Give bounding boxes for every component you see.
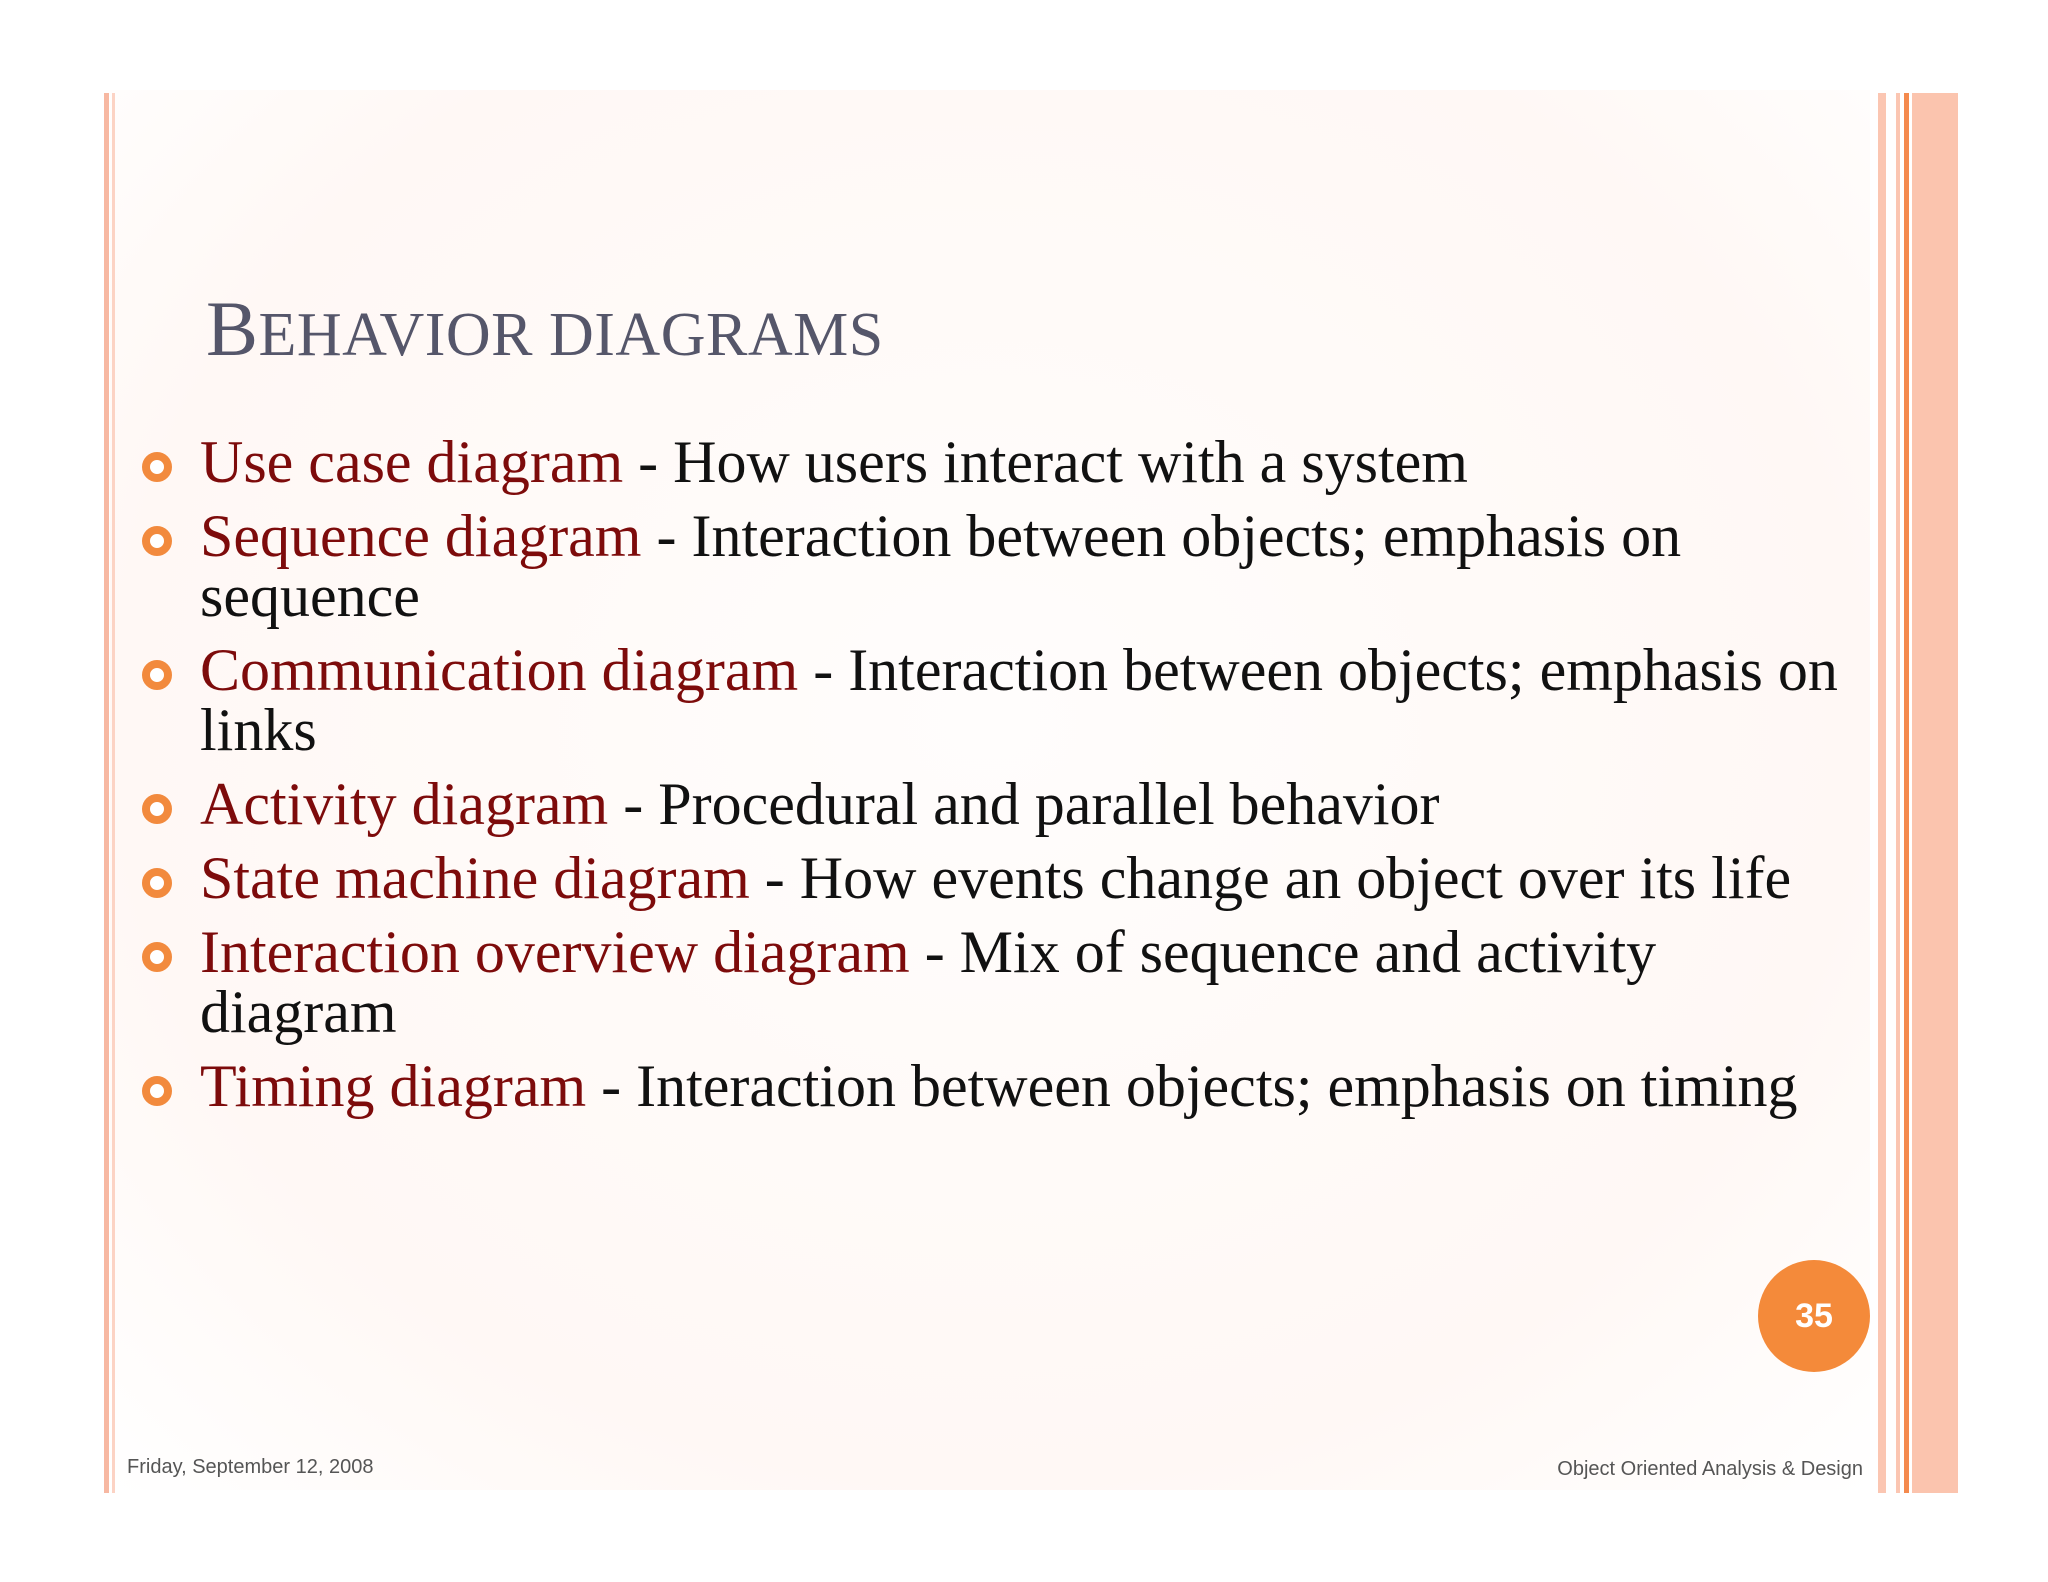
term-separator: - [909,919,960,985]
ring-bullet-icon [142,526,172,556]
ring-bullet-icon [142,794,172,824]
term-separator: - [749,845,800,911]
diagram-term: State machine diagram [200,845,750,911]
term-separator: - [798,637,849,703]
page-number-badge: 35 [1758,1260,1870,1372]
ring-bullet-icon [142,868,172,898]
diagram-description: How users interact with a system [673,429,1468,495]
right-border-bar-wide [1912,93,1958,1493]
ring-bullet-icon [142,660,172,690]
list-item [142,637,1862,763]
footer-date: Friday, September 12, 2008 [127,1456,374,1478]
diagram-description: Interaction between objects; emphasis on sequence [200,503,1682,629]
term-separator: - [608,771,659,837]
list-item [142,919,1862,1045]
ring-bullet-icon [142,452,172,482]
diagram-description: Mix of sequence and activity diagram [200,919,1657,1045]
bullet-list [142,429,1862,1130]
right-border-bar [1878,93,1886,1493]
diagram-description: Interaction between objects; emphasis on links [200,637,1838,763]
diagram-description: How events change an object over its life [799,845,1792,911]
list-item [142,503,1862,629]
term-separator: - [586,1053,637,1119]
diagram-term: Sequence diagram [200,503,642,569]
diagram-term: Timing diagram [200,1053,587,1119]
list-item [142,845,1862,911]
diagram-term: Communication diagram [200,637,799,703]
right-border-bar-accent [1904,93,1909,1493]
term-separator: - [641,503,692,569]
list-item [142,1053,1862,1119]
slide-title [206,285,884,372]
slide-title-rest: EHAVIOR DIAGRAMS [258,301,884,369]
right-border-bar-thin [1896,93,1900,1493]
list-item [142,429,1862,495]
ring-bullet-icon [142,1076,172,1106]
list-item [142,771,1862,837]
ring-bullet-icon [142,942,172,972]
diagram-term: Use case diagram [200,429,624,495]
diagram-description: Procedural and parallel behavior [658,771,1440,837]
term-separator: - [623,429,674,495]
slide-title-initial: B [206,285,259,372]
left-border-bar-inner [112,93,115,1493]
diagram-term: Activity diagram [200,771,609,837]
diagram-description: Interaction between objects; emphasis on timing [636,1053,1798,1119]
footer-course-title: Object Oriented Analysis & Design [1557,1458,1863,1480]
diagram-term: Interaction overview diagram [200,919,910,985]
left-border-bar [104,93,109,1493]
